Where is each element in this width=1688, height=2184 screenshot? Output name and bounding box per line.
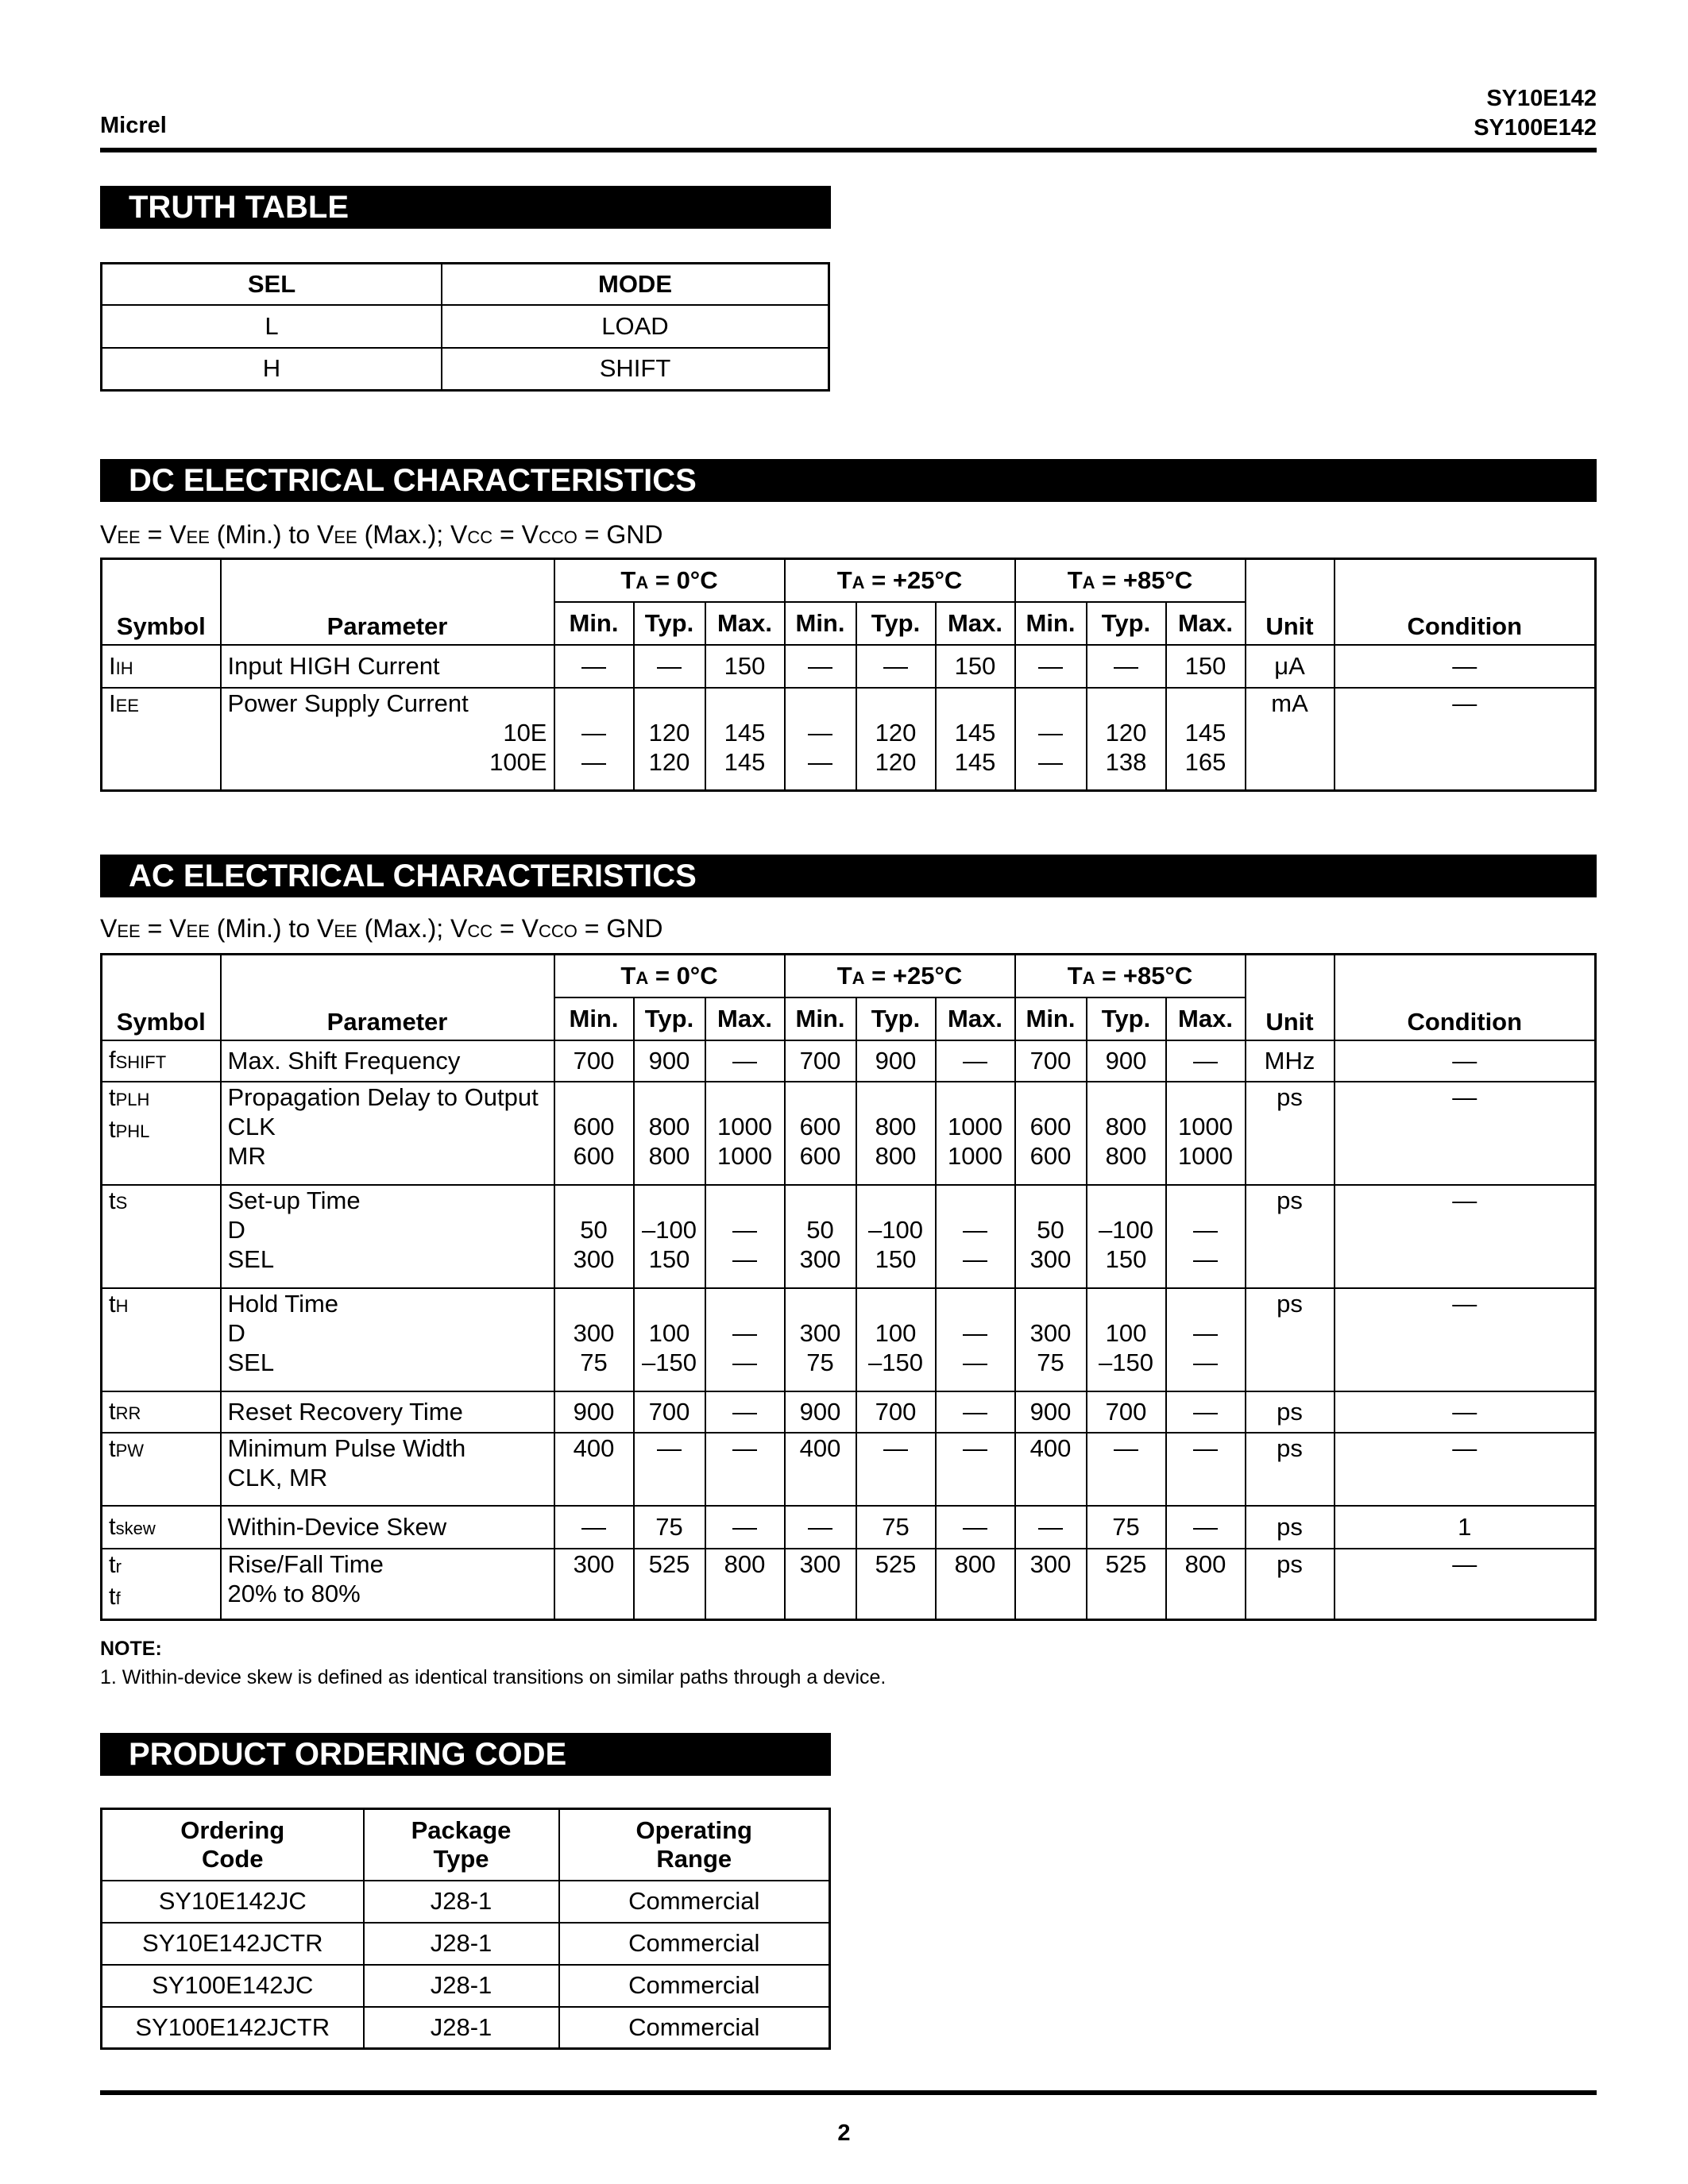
col-typ: Typ. <box>634 997 705 1040</box>
symbol: tr tf <box>102 1549 221 1620</box>
unit: ps <box>1246 1082 1335 1185</box>
symbol: tskew <box>102 1506 221 1549</box>
col-min: Min. <box>1015 602 1087 645</box>
unit: ps <box>1246 1391 1335 1433</box>
table-row: SY10E142JCTR J28-1 Commercial <box>102 1923 830 1965</box>
table-row <box>102 688 1596 791</box>
parameter <box>221 688 554 791</box>
symbol: IIH <box>102 645 221 688</box>
symbol: tPW <box>102 1433 221 1506</box>
ac-col-condition: Condition <box>1335 955 1596 1040</box>
symbol: IEE <box>102 688 221 791</box>
table-row: SY10E142JC J28-1 Commercial <box>102 1881 830 1923</box>
cell: — <box>1087 645 1166 688</box>
ordering-table <box>100 1808 831 2050</box>
condition: — <box>1335 1391 1596 1433</box>
col-typ: Typ. <box>856 997 936 1040</box>
condition: — <box>1335 1288 1596 1391</box>
condition: — <box>1335 1433 1596 1506</box>
table-row: SY100E142JC J28-1 Commercial <box>102 1965 830 2007</box>
col-min: Min. <box>554 997 634 1040</box>
ac-temp-0: TA = 0°C <box>554 955 785 997</box>
table-row: tPLH tPHL Propagation Delay to Output CLK MR 600 600 800 800 1000 1000 600 600 800 800 1000 1000 600 600 800 800 1000 1000 ps — <box>102 1082 1596 1185</box>
cell: — — <box>1015 688 1087 791</box>
sub-label: 100E <box>489 747 547 776</box>
cell: H <box>102 348 442 391</box>
dc-col-unit: Unit <box>1246 559 1335 645</box>
dc-condition: VEE = VEE (Min.) to VEE (Max.); VCC = VCCO = GND <box>100 520 663 549</box>
col-min: Min. <box>785 997 856 1040</box>
col-operating-range: Operating Range <box>559 1809 830 1881</box>
parameter: Minimum Pulse Width CLK, MR <box>221 1433 554 1506</box>
note-heading: NOTE: <box>100 1638 162 1660</box>
ac-temp-85: TA = +85°C <box>1015 955 1246 997</box>
dc-col-symbol: Symbol <box>102 559 221 645</box>
part-numbers <box>1474 84 1597 143</box>
ac-col-symbol: Symbol <box>102 955 221 1040</box>
table-row: tPW Minimum Pulse Width CLK, MR 400 — — 400 — — 400 — — ps — <box>102 1433 1596 1506</box>
ac-table <box>100 953 1597 1621</box>
condition: — <box>1335 645 1596 688</box>
col-max: Max. <box>705 602 785 645</box>
col-min: Min. <box>554 602 634 645</box>
symbol: tRR <box>102 1391 221 1433</box>
col-max: Max. <box>1166 602 1246 645</box>
col-sel: SEL <box>102 264 442 305</box>
col-mode: MODE <box>442 264 829 305</box>
table-row: tH Hold Time D SEL 300 75 100 –150 — — 300 75 100 –150 — — 300 75 100 –150 — — ps — <box>102 1288 1596 1391</box>
dc-col-condition: Condition <box>1335 559 1596 645</box>
cell: — <box>1015 645 1087 688</box>
dc-temp-0: TA = 0°C <box>554 559 785 602</box>
table-row: tr tf Rise/Fall Time 20% to 80% 300 525 800 300 525 800 300 525 800 ps — <box>102 1549 1596 1620</box>
cell: 145 145 <box>705 688 785 791</box>
col-max: Max. <box>936 997 1015 1040</box>
table-row: tS Set-up Time D SEL 50 300 –100 150 — — 50 300 –100 150 — — 50 300 –100 150 — — ps — <box>102 1185 1596 1288</box>
parameter: Within-Device Skew <box>221 1506 554 1549</box>
cell: — <box>634 645 705 688</box>
dc-table <box>100 558 1597 792</box>
cell: 145 165 <box>1166 688 1246 791</box>
cell: L <box>102 305 442 348</box>
col-min: Min. <box>1015 997 1087 1040</box>
cell: 145 145 <box>936 688 1015 791</box>
table-row <box>102 305 829 348</box>
dc-temp-85: TA = +85°C <box>1015 559 1246 602</box>
condition: — <box>1335 1549 1596 1620</box>
dc-temp-25: TA = +25°C <box>785 559 1015 602</box>
col-max: Max. <box>1166 997 1246 1040</box>
truth-table <box>100 262 830 392</box>
cell: 150 <box>936 645 1015 688</box>
symbol: tS <box>102 1185 221 1288</box>
parameter: Propagation Delay to Output CLK MR <box>221 1082 554 1185</box>
truth-table-title: TRUTH TABLE <box>100 186 831 229</box>
cell: 120 138 <box>1087 688 1166 791</box>
col-package-type: Package Type <box>364 1809 559 1881</box>
cell: — <box>554 645 634 688</box>
part-number-2: SY100E142 <box>1474 115 1597 141</box>
dc-col-parameter: Parameter <box>221 559 554 645</box>
sub-label: 10E <box>503 718 547 747</box>
unit: ps <box>1246 1549 1335 1620</box>
condition: — <box>1335 1185 1596 1288</box>
unit: ps <box>1246 1288 1335 1391</box>
table-row: SY100E142JCTR J28-1 Commercial <box>102 2007 830 2049</box>
symbol: fSHIFT <box>102 1040 221 1082</box>
col-max: Max. <box>705 997 785 1040</box>
condition: 1 <box>1335 1506 1596 1549</box>
ordering-title: PRODUCT ORDERING CODE <box>100 1733 831 1776</box>
condition: — <box>1335 688 1596 791</box>
part-number-1: SY10E142 <box>1486 86 1597 111</box>
table-row: tskew Within-Device Skew — 75 — — 75 — — 75 — ps 1 <box>102 1506 1596 1549</box>
page-number: 2 <box>837 2120 851 2146</box>
dc-title: DC ELECTRICAL CHARACTERISTICS <box>100 459 1597 502</box>
ac-condition: VEE = VEE (Min.) to VEE (Max.); VCC = VCCO = GND <box>100 914 663 943</box>
parameter: Hold Time D SEL <box>221 1288 554 1391</box>
cell: — <box>785 645 856 688</box>
cell: SHIFT <box>442 348 829 391</box>
condition: — <box>1335 1082 1596 1185</box>
parameter: Rise/Fall Time 20% to 80% <box>221 1549 554 1620</box>
col-typ: Typ. <box>856 602 936 645</box>
unit: mA <box>1246 688 1335 791</box>
col-min: Min. <box>785 602 856 645</box>
parameter: Reset Recovery Time <box>221 1391 554 1433</box>
symbol: tPLH tPHL <box>102 1082 221 1185</box>
note-text: 1. Within-device skew is defined as identical transitions on similar paths through a device. <box>100 1666 886 1688</box>
table-row: fSHIFT Max. Shift Frequency 700 900 — 700 900 — 700 900 — MHz — <box>102 1040 1596 1082</box>
ac-title: AC ELECTRICAL CHARACTERISTICS <box>100 855 1597 897</box>
unit: MHz <box>1246 1040 1335 1082</box>
col-typ: Typ. <box>634 602 705 645</box>
parameter-label: Power Supply Current <box>227 689 469 717</box>
parameter: Input HIGH Current <box>221 645 554 688</box>
footer-rule <box>100 2090 1597 2095</box>
col-max: Max. <box>936 602 1015 645</box>
cell: — <box>856 645 936 688</box>
table-row <box>102 348 829 391</box>
ac-col-parameter: Parameter <box>221 955 554 1040</box>
unit: ps <box>1246 1185 1335 1288</box>
parameter: Set-up Time D SEL <box>221 1185 554 1288</box>
table-row <box>102 645 1596 688</box>
cell: 150 <box>705 645 785 688</box>
ac-col-unit: Unit <box>1246 955 1335 1040</box>
col-ordering-code: Ordering Code <box>102 1809 364 1881</box>
ac-temp-25: TA = +25°C <box>785 955 1015 997</box>
cell: LOAD <box>442 305 829 348</box>
header-rule <box>100 148 1597 152</box>
cell: 120 120 <box>856 688 936 791</box>
cell: — — <box>785 688 856 791</box>
company-name: Micrel <box>100 113 167 138</box>
unit: ps <box>1246 1433 1335 1506</box>
unit: ps <box>1246 1506 1335 1549</box>
cell: — — <box>554 688 634 791</box>
col-typ: Typ. <box>1087 602 1166 645</box>
condition: — <box>1335 1040 1596 1082</box>
cell: 120 120 <box>634 688 705 791</box>
symbol: tH <box>102 1288 221 1391</box>
col-typ: Typ. <box>1087 997 1166 1040</box>
unit: μA <box>1246 645 1335 688</box>
parameter: Max. Shift Frequency <box>221 1040 554 1082</box>
table-row: tRR Reset Recovery Time 900 700 — 900 700 — 900 700 — ps — <box>102 1391 1596 1433</box>
cell: 150 <box>1166 645 1246 688</box>
